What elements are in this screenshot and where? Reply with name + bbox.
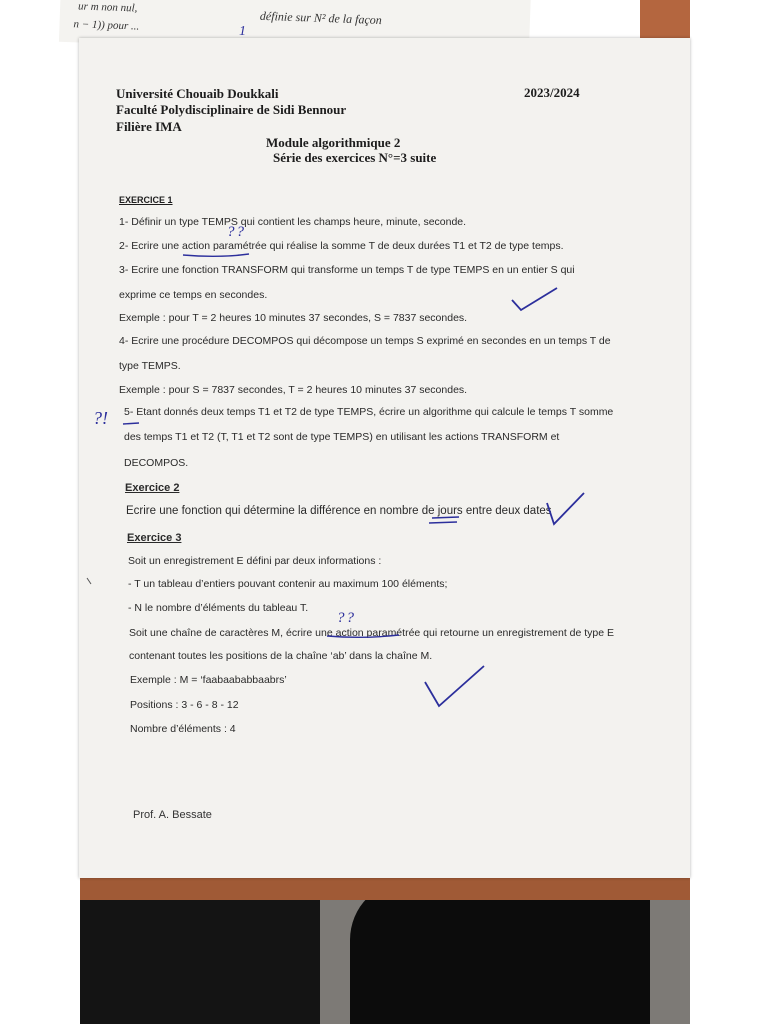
question-marks-1: ?? bbox=[227, 224, 246, 240]
handwritten-digit: 1 bbox=[239, 24, 246, 39]
exercise-1-line-5c: DECOMPOS. bbox=[124, 457, 189, 469]
back-paper-line-1: ur m non nul, bbox=[77, 0, 138, 15]
dark-shadow-right bbox=[350, 880, 650, 1024]
exercise-1-line-4b: type TEMPS. bbox=[119, 360, 181, 372]
background-right bbox=[690, 0, 768, 1024]
checkmark-icon bbox=[512, 288, 557, 310]
margin-question-mark: ?! bbox=[93, 408, 108, 428]
exercise-3-line-4: Soit une chaîne de caractères M, écrire une action paramétrée qui retourne un enregistrement de type E bbox=[129, 627, 615, 639]
exercise-1-line-1: 1- Définir un type TEMPS qui contient les champs heure, minute, seconde. bbox=[119, 216, 467, 228]
exercise-1-line-4c: Exemple : pour S = 7837 secondes, T = 2 heures 10 minutes 37 secondes. bbox=[119, 384, 468, 396]
ink-underline-action-1 bbox=[183, 254, 249, 256]
exercise-1-line-3a: 3- Ecrire une fonction TRANSFORM qui transforme un temps T de type TEMPS en un entier S qui bbox=[119, 264, 575, 276]
exercise-1-title: EXERCICE 1 bbox=[119, 195, 173, 205]
faculty-name: Faculté Polydisciplinaire de Sidi Bennour bbox=[116, 102, 347, 117]
ink-annotations bbox=[79, 38, 690, 878]
filiere-name: Filière IMA bbox=[116, 119, 182, 134]
exercise-3-title: Exercice 3 bbox=[127, 532, 182, 544]
exercise-1-line-4a: 4- Ecrire une procédure DECOMPOS qui décompose un temps S exprimé en secondes en un temps T de bbox=[119, 335, 611, 347]
back-paper-line-2: n − 1)) pour ... bbox=[73, 18, 140, 33]
module-title: Module algorithmique 2 bbox=[266, 135, 401, 150]
exercise-1-line-5b: des temps T1 et T2 (T, T1 et T2 sont de type TEMPS) en utilisant les actions TRANSFORM et bbox=[124, 431, 560, 443]
margin-tick bbox=[87, 578, 91, 584]
exercise-3-line-6: Exemple : M = ‘faabaababbaabrs’ bbox=[130, 674, 287, 686]
exercise-1-line-2: 2- Ecrire une action paramétrée qui réalise la somme T de deux durées T1 et T2 de type temps. bbox=[119, 240, 564, 252]
author-signature: Prof. A. Bessate bbox=[133, 809, 212, 821]
exercise-1-line-5a: 5- Etant donnés deux temps T1 et T2 de type TEMPS, écrire un algorithme qui calcule le temps T somme bbox=[124, 406, 614, 418]
exercise-3-line-3: - N le nombre d’éléments du tableau T. bbox=[128, 602, 309, 614]
exercise-3-line-7: Positions : 3 - 6 - 8 - 12 bbox=[130, 699, 239, 711]
back-paper-line-3: définie sur N² de la façon bbox=[259, 8, 383, 28]
exercise-3-line-1: Soit un enregistrement E défini par deux informations : bbox=[128, 555, 382, 567]
series-title: Série des exercices N°=3 suite bbox=[273, 150, 437, 165]
ink-underline-jours-1 bbox=[432, 517, 459, 518]
question-marks-2: ?? bbox=[337, 610, 356, 626]
checkmark-icon bbox=[425, 666, 484, 706]
checkmark-icon bbox=[547, 493, 584, 524]
background-left bbox=[0, 0, 80, 1024]
ink-underline-jours-2 bbox=[429, 522, 457, 523]
exercise-2-line-1: Ecrire une fonction qui détermine la différence en nombre de jours entre deux dates bbox=[126, 505, 552, 517]
exercise-3-line-2: - T un tableau d’entiers pouvant contenir au maximum 100 éléments; bbox=[128, 578, 448, 590]
exercise-1-line-3b: exprime ce temps en secondes. bbox=[119, 289, 268, 301]
ink-underline-item-5 bbox=[123, 423, 139, 424]
exercise-1-line-3c: Exemple : pour T = 2 heures 10 minutes 37 secondes, S = 7837 secondes. bbox=[119, 312, 468, 324]
university-name: Université Chouaib Doukkali bbox=[116, 86, 279, 101]
ink-underline-action-2 bbox=[327, 635, 399, 637]
exercise-2-title: Exercice 2 bbox=[125, 482, 180, 494]
exercise-3-line-8: Nombre d’éléments : 4 bbox=[130, 723, 236, 735]
dark-shadow-left bbox=[80, 880, 320, 1024]
exercise-3-line-5: contenant toutes les positions de la chaîne ‘ab’ dans la chaîne M. bbox=[129, 650, 433, 662]
academic-year: 2023/2024 bbox=[524, 85, 580, 100]
